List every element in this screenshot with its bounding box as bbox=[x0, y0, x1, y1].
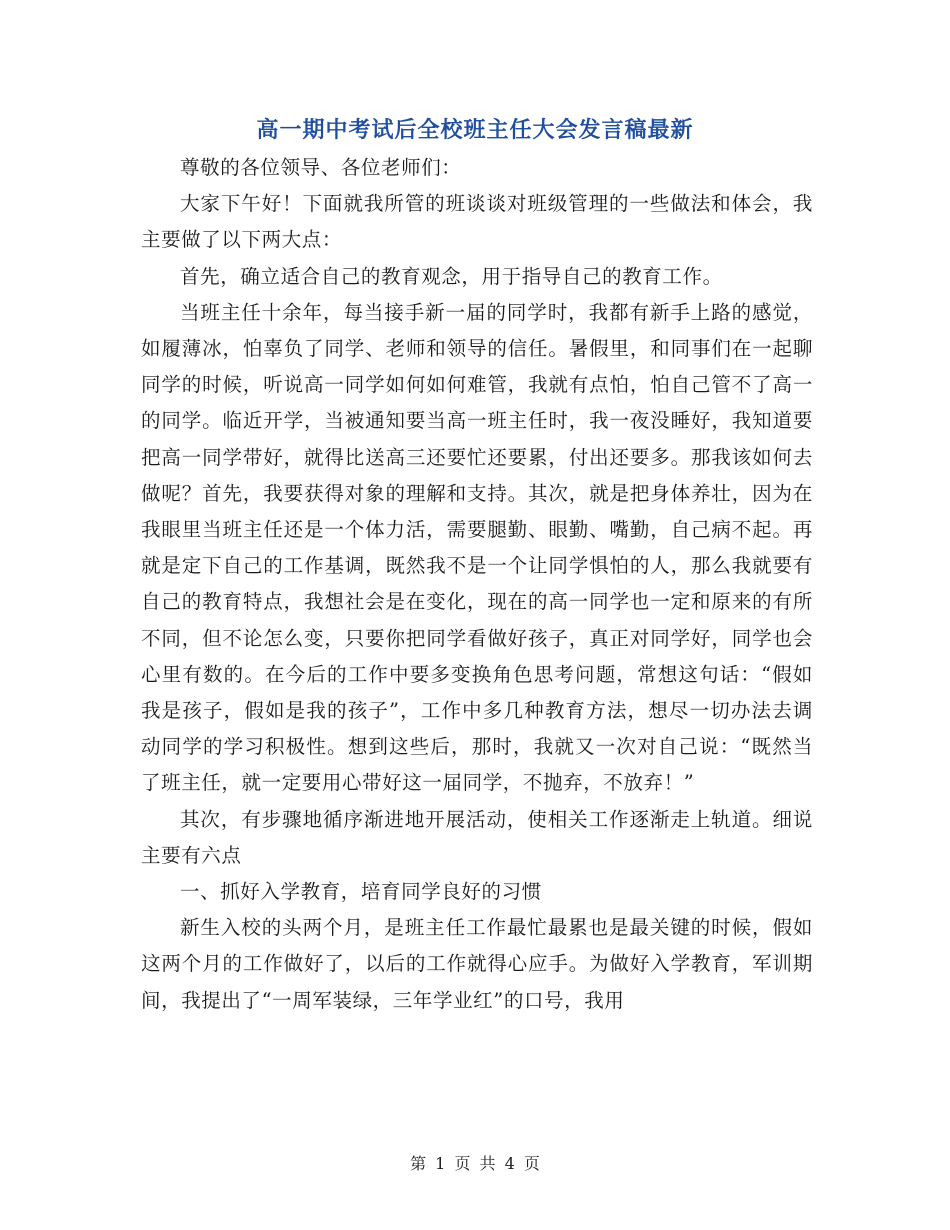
paragraph-second-point: 其次，有步骤地循序渐进地开展活动，使相关工作逐渐走上轨道。细说主要有六点 bbox=[141, 807, 813, 867]
page-footer: 第 1 页 共 4 页 bbox=[410, 1154, 540, 1173]
document-title: 高一期中考试后全校班主任大会发言稿最新 bbox=[256, 117, 694, 143]
paragraph-salutation: 尊敬的各位领导、各位老师们： bbox=[180, 156, 462, 179]
paragraph-enrollment: 新生入校的头两个月，是班主任工作最忙最累也是最关键的时候，假如这两个月的工作做好了，以后的工作就得心应手。为做好入学教育，军训期间，我提出了“一周军装绿，三年学业红”的口号，我用 bbox=[141, 916, 813, 1012]
paragraph-section-heading: 一、抓好入学教育，培育同学良好的习惯 bbox=[180, 880, 542, 904]
paragraph-experience: 当班主任十余年，每当接手新一届的同学时，我都有新手上路的感觉，如履薄冰，怕辜负了同学、老师和领导的信任。暑假里，和同事们在一起聊同学的时候，听说高一同学如何如何难管，我就有点怕，怕自己管不了高一的同学。临近开学，当被通知要当高一班主任时，我一夜没睡好，我知道要把高一同学带好，就得比送高三还要忙还要累，付出还要多。那我该如何去做呢？首先，我要获得对象的理解和支持。其次，就是把身体养壮，因为在我眼里当班主任还是一个体力活，需要腿勤、眼勤、嘴勤，自己病不起。再就是定下自己的工作基调，既然我不是一个让同学惧怕的人，那么我就要有自己的教育特点，我想社会是在变化，现在的高一同学也一定和原来的有所不同，但不论怎么变，只要你把同学看做好孩子，真正对同学好，同学也会心里有数的。在今后的工作中要多变换角色思考问题，常想这句话：“假如我是孩子，假如是我的孩子”，工作中多几种教育方法，想尽一切办法去调动同学的学习积极性。想到这些后，那时，我就又一次对自己说：“既然当了班主任，就一定要用心带好这一届同学，不抛弃，不放弃！” bbox=[141, 300, 813, 795]
paragraph-first-point: 首先，确立适合自己的教育观念，用于指导自己的教育工作。 bbox=[180, 264, 723, 288]
document-body bbox=[141, 150, 813, 1019]
paragraph-greeting: 大家下午好！下面就我所管的班谈谈对班级管理的一些做法和体会，我主要做了以下两大点： bbox=[141, 192, 813, 252]
